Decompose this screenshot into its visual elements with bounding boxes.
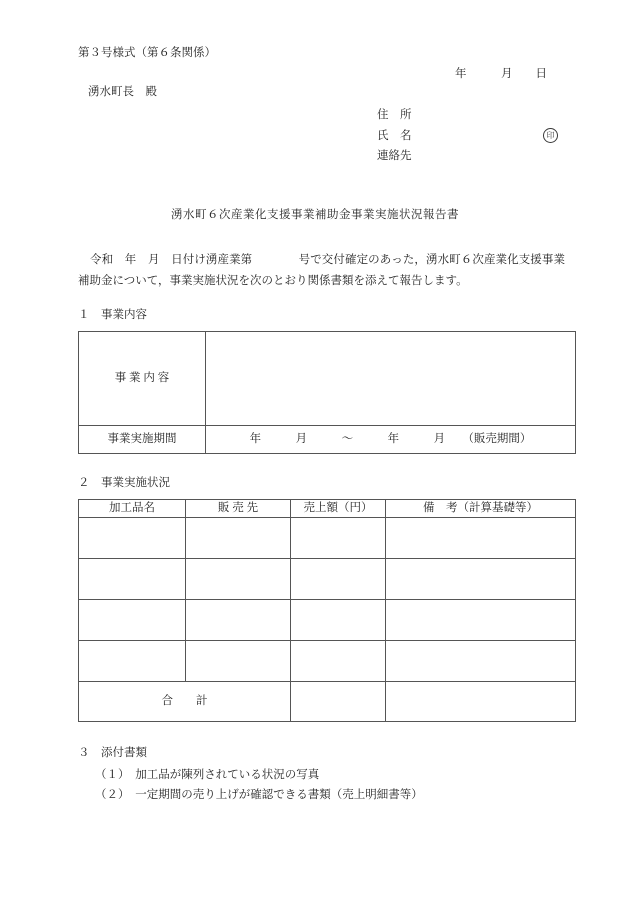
seal-icon: 印 (543, 128, 558, 143)
cell-remarks (386, 600, 576, 641)
business-content-value-cell (206, 332, 576, 426)
header-remarks: 備 考（計算基礎等） (386, 500, 576, 518)
cell-product-name (79, 518, 186, 559)
implementation-status-table (78, 499, 576, 722)
cell-sales-destination (186, 559, 291, 600)
business-content-table (78, 331, 576, 454)
addressee: 湧水町長 殿 (88, 86, 157, 98)
sender-contact-label: 連絡先 (377, 150, 412, 162)
status-row (79, 559, 576, 600)
business-period-row (79, 426, 576, 454)
business-content-label-cell: 事 業 内 容 (79, 332, 206, 426)
document-title: 湧水町６次産業化支援事業補助金事業実施状況報告書 (171, 209, 459, 221)
status-header-row (79, 500, 576, 518)
attachment-item-2: （２） 一定期間の売り上げが確認できる書類（売上明細書等） (95, 789, 423, 801)
cell-product-name (79, 641, 186, 682)
sender-name-label: 氏 名 (377, 130, 412, 142)
cell-sales-destination (186, 641, 291, 682)
cell-sales-amount (291, 518, 386, 559)
cell-sales-amount (291, 559, 386, 600)
form-number: 第３号様式（第６条関係） (78, 47, 216, 59)
total-sales-amount-cell (291, 682, 386, 722)
cell-remarks (386, 641, 576, 682)
cell-remarks (386, 559, 576, 600)
cell-sales-amount (291, 641, 386, 682)
cell-sales-destination (186, 600, 291, 641)
cell-product-name (79, 600, 186, 641)
business-period-label-cell: 事業実施期間 (79, 426, 206, 454)
cell-remarks (386, 518, 576, 559)
status-row (79, 600, 576, 641)
sender-address-label: 住 所 (377, 109, 412, 121)
total-remarks-cell (386, 682, 576, 722)
body-paragraph: 令和 年 月 日付け湧産業第 号で交付確定のあった，湧水町６次産業化支援事業補助金について，事業実施状況を次のとおり関係書類を添えて報告します。 (78, 254, 565, 287)
total-label-cell: 合 計 (79, 682, 291, 722)
cell-product-name (79, 559, 186, 600)
status-total-row (79, 682, 576, 722)
cell-sales-amount (291, 600, 386, 641)
date-line: 年 月 日 (455, 68, 547, 80)
attachment-item-1: （１） 加工品が陳列されている状況の写真 (95, 769, 320, 781)
business-period-value-cell: 年 月 ～ 年 月 （販売期間） (206, 426, 576, 454)
header-sales-amount: 売上額（円） (291, 500, 386, 518)
header-sales-destination: 販 売 先 (186, 500, 291, 518)
section-2-heading: ２ 事業実施状況 (78, 477, 170, 489)
section-1-heading: １ 事業内容 (78, 309, 147, 321)
status-row (79, 641, 576, 682)
business-content-row (79, 332, 576, 426)
header-product-name: 加工品名 (79, 500, 186, 518)
section-3-heading: ３ 添付書類 (78, 747, 147, 759)
status-row (79, 518, 576, 559)
cell-sales-destination (186, 518, 291, 559)
